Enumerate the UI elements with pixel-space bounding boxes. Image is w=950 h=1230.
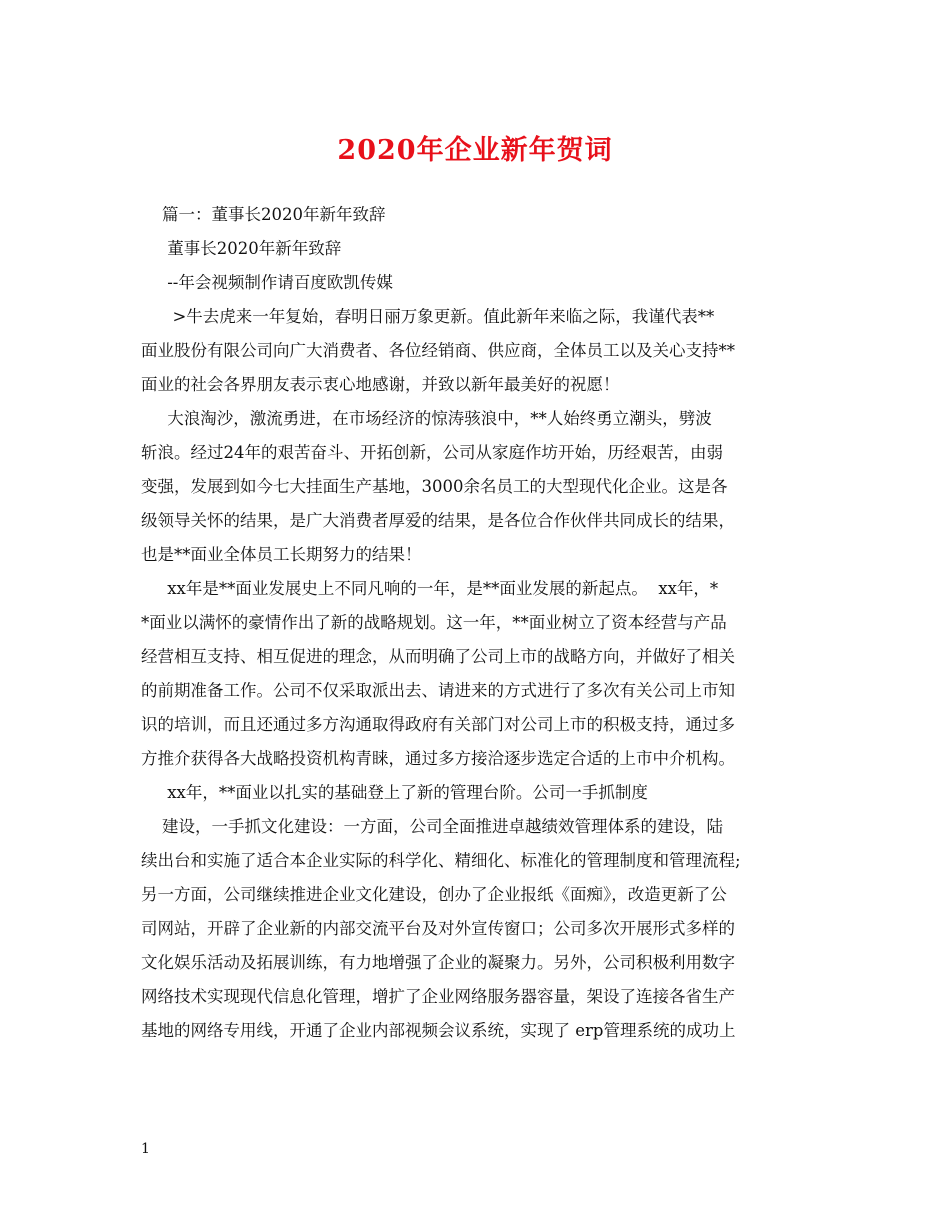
body-line: 的前期准备工作。公司不仅采取派出去、请进来的方式进行了多次有关公司上市知 — [141, 681, 735, 700]
body-line: xx年，**面业以扎实的基础登上了新的管理台阶。公司一手抓制度 — [141, 783, 648, 802]
document-body — [141, 198, 813, 1048]
body-line: 基地的网络专用线，开通了企业内部视频会议系统，实现了 erp管理系统的成功上 — [141, 1021, 736, 1040]
body-line: xx年是**面业发展史上不同凡响的一年，是**面业发展的新起点。 xx年，* — [141, 579, 719, 598]
body-line: 级领导关怀的结果，是广大消费者厚爱的结果，是各位合作伙伴共同成长的结果， — [141, 511, 735, 530]
body-line: *面业以满怀的豪情作出了新的战略规划。这一年，**面业树立了资本经营与产品 — [141, 613, 727, 632]
page-number: 1 — [141, 1141, 150, 1157]
body-line: 识的培训，而且还通过多方沟通取得政府有关部门对公司上市的积极支持，通过多 — [141, 715, 735, 734]
body-line: --年会视频制作请百度欧凯传媒 — [141, 273, 393, 292]
body-line: 也是**面业全体员工长期努力的结果！ — [141, 545, 422, 564]
body-line: 董事长2020年新年致辞 — [141, 239, 342, 258]
body-line: 建设，一手抓文化建设：一方面，公司全面推进卓越绩效管理体系的建设，陆 — [141, 817, 723, 836]
body-line: 面业的社会各界朋友表示衷心地感谢，并致以新年最美好的祝愿！ — [141, 375, 620, 394]
body-line: 变强，发展到如今七大挂面生产基地，3000余名员工的大型现代化企业。这是各 — [141, 477, 728, 496]
body-line: 方推介获得各大战略投资机构青睐，通过多方接洽逐步选定合适的上市中介机构。 — [141, 749, 735, 768]
body-line: 面业股份有限公司向广大消费者、各位经销商、供应商，全体员工以及关心支持** — [141, 341, 735, 360]
body-line: >牛去虎来一年复始，春明日丽万象更新。值此新年来临之际，我谨代表** — [141, 307, 715, 326]
body-line: 另一方面，公司继续推进企业文化建设，创办了企业报纸《面痴》，改造更新了公 — [141, 885, 727, 904]
body-line: 大浪淘沙，激流勇进，在市场经济的惊涛骇浪中，**人始终勇立潮头，劈波 — [141, 409, 712, 428]
body-line: 司网站，开辟了企业新的内部交流平台及对外宣传窗口；公司多次开展形式多样的 — [141, 919, 735, 938]
body-line: 经营相互支持、相互促进的理念，从而明确了公司上市的战略方向，并做好了相关 — [141, 647, 735, 666]
document-title: 2020年企业新年贺词 — [337, 135, 613, 166]
body-line: 斩浪。经过24年的艰苦奋斗、开拓创新，公司从家庭作坊开始，历经艰苦，由弱 — [141, 443, 723, 462]
body-line: 文化娱乐活动及拓展训练，有力地增强了企业的凝聚力。另外，公司积极利用数字 — [141, 953, 735, 972]
body-line: 篇一：董事长2020年新年致辞 — [141, 205, 386, 224]
body-line: 网络技术实现现代信息化管理，增扩了企业网络服务器容量，架设了连接各省生产 — [141, 987, 735, 1006]
body-line: 续出台和实施了适合本企业实际的科学化、精细化、标准化的管理制度和管理流程; — [141, 851, 741, 870]
